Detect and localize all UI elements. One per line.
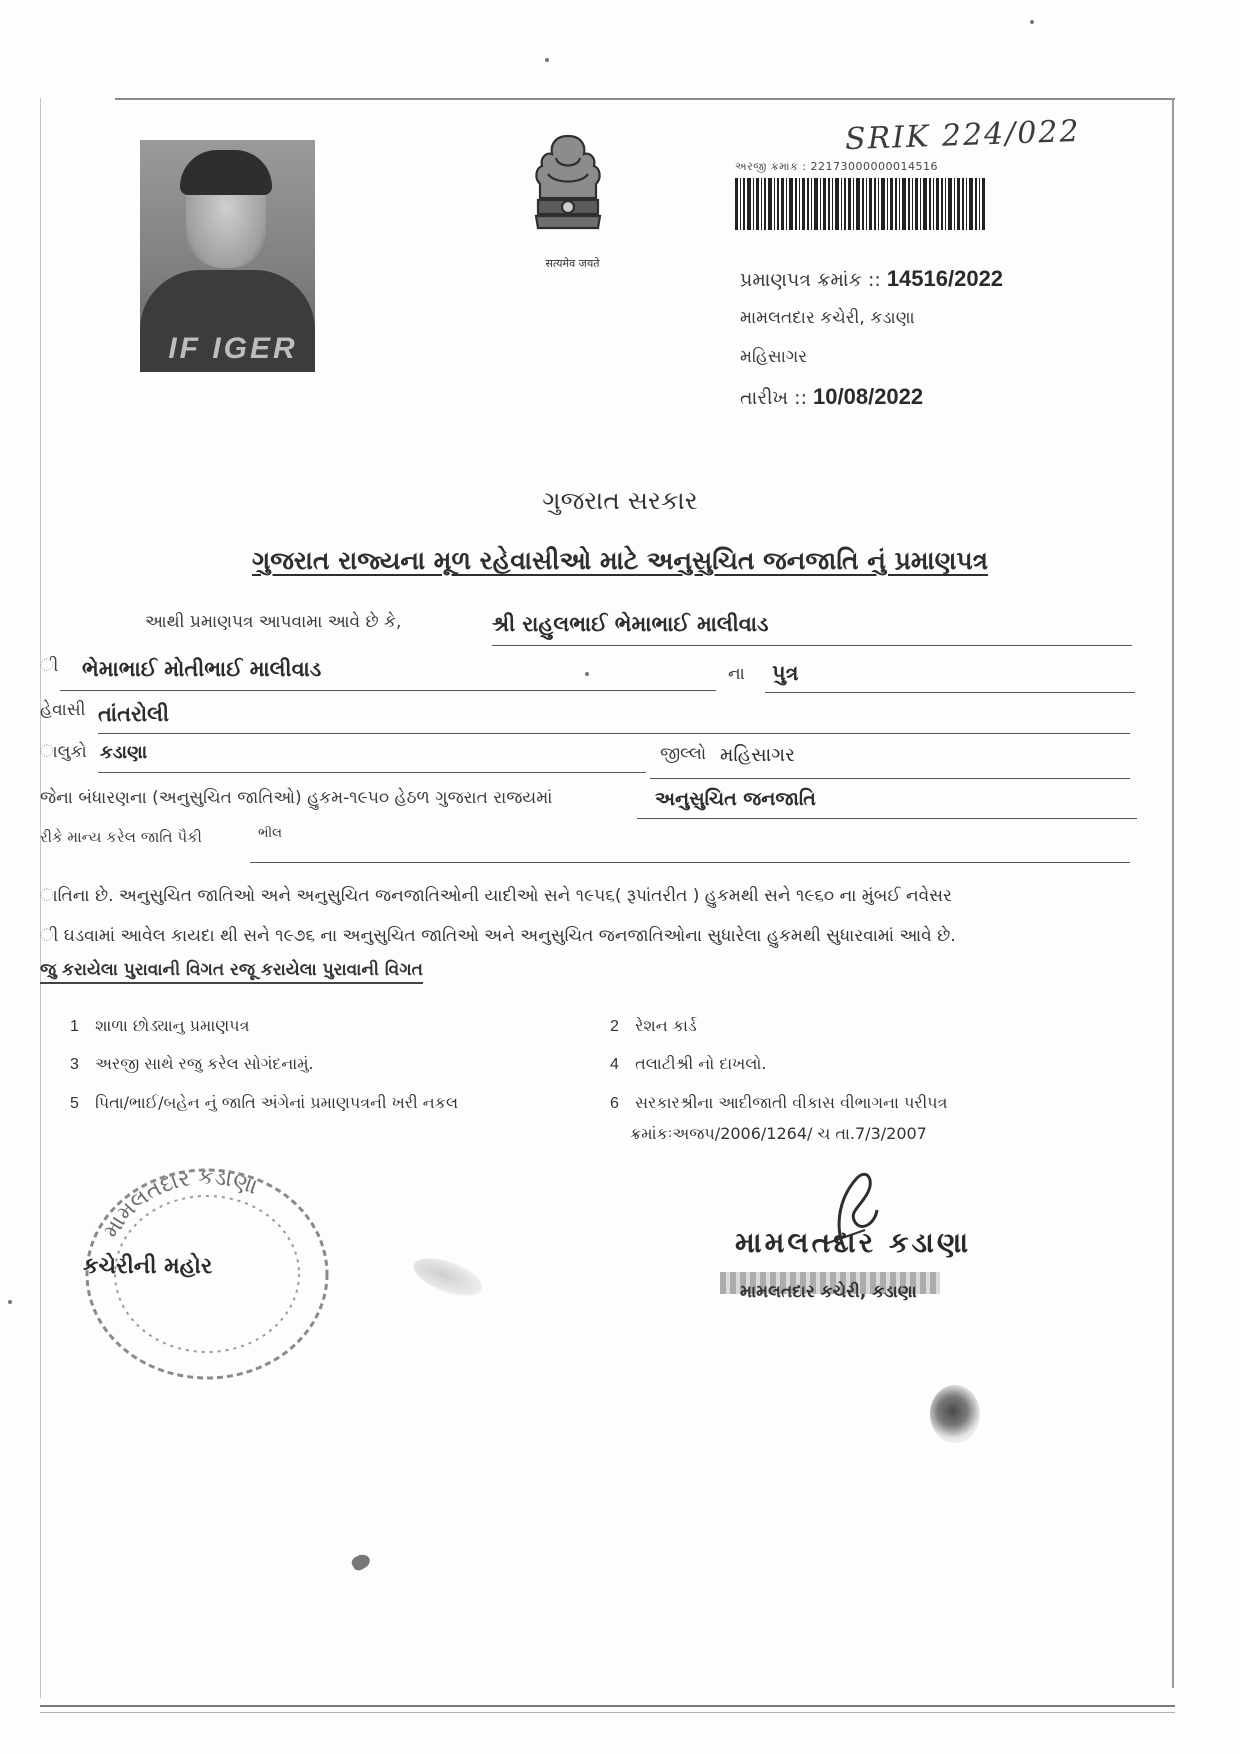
national-emblem-icon: [528, 128, 608, 248]
document-item-number: 5: [70, 1095, 79, 1112]
issue-date-value: 10/08/2022: [813, 384, 924, 409]
application-number: અરજી ક્રમાંક : 22173000000014516: [735, 160, 939, 173]
document-item-text: સરકારશ્રીના આદીજાતી વીકાસ વીભાગના પરીપત્ર: [635, 1093, 948, 1112]
rule-category: [637, 818, 1137, 819]
father-name: ભેમાભાઈ મોતીભાઈ માલીવાડ: [82, 657, 322, 681]
taluka-label: ાલુકો: [40, 742, 87, 762]
issuing-office: મામલતદાર કચેરી, કડાણા: [740, 308, 915, 328]
border-bottom-inner: [40, 1712, 1175, 1713]
document-item-6-reference: ક્રમાંકઃઅજપ/2006/1264/ ચ તા.7/3/2007: [630, 1124, 927, 1143]
certificate-number-label: પ્રમાણપત્ર ક્રમાંક ::: [740, 269, 881, 291]
svg-text:મામલતદાર કડાણા: [99, 1165, 261, 1242]
order-label: જેના બંધારણના (અનુસુચિત જાતિઓ) હુકમ-૧૯૫૦ હેઠળ ગુજરાત રાજયમાં: [40, 788, 553, 808]
scan-speck: [8, 1300, 12, 1304]
document-item-number: 6: [610, 1095, 619, 1112]
emblem-caption: सत्यमेव जयते: [545, 257, 600, 270]
document-item-text: રેશન કાર્ડ: [635, 1016, 697, 1035]
document-item-6: [610, 1093, 947, 1113]
rule-resident: [98, 733, 1130, 734]
document-item-5: [70, 1093, 458, 1113]
document-item-number: 1: [70, 1018, 79, 1035]
document-item-number: 2: [610, 1018, 619, 1035]
scan-speck: [1030, 20, 1034, 24]
rule-father: [60, 690, 716, 691]
rule-name: [492, 645, 1132, 646]
seal-ring-text: મામલતદાર કડાણા: [98, 1164, 261, 1243]
district-value: મહિસાગર: [720, 744, 795, 766]
signatory-office: મામલતદાર કચેરી, કડાણા: [740, 1282, 917, 1302]
scan-speck: [585, 672, 589, 676]
holder-name: શ્રી રાહુલભાઈ ભેમાભાઈ માલીવાડ: [492, 612, 769, 636]
intro-label: આથી પ્રમાણપત્ર આપવામા આવે છે કે,: [145, 612, 402, 632]
government-title: ગુજરાત સરકાર: [542, 486, 698, 515]
father-prefix: ી: [40, 656, 59, 676]
document-item-1: [70, 1016, 249, 1036]
paragraph-line-2: ી ઘડવામાં આવેલ કાયદા થી સને ૧૯૭૬ ના અનુસુચિત જાતિઓ અને અનુસુચિત જનજાતિઓના સુધારેલા હુકમથી સુધારવામાં આવે છે.: [40, 926, 956, 946]
barcode-icon: [735, 178, 985, 230]
relation-value: પુત્ર: [772, 661, 799, 685]
relation-label: ના: [728, 664, 745, 684]
rule-district: [650, 778, 1130, 779]
scan-speck: [545, 58, 549, 62]
certificate-title: ગુજરાત રાજ્યના મૂળ રહેવાસીઓ માટે અનુસુચિત જનજાતિ નું પ્રમાણપત્ર: [251, 546, 988, 575]
category-value: અનુસુચિત જનજાતિ: [655, 788, 816, 810]
paper-stain: [409, 1251, 487, 1304]
photo-shirt-print: IF IGER: [168, 332, 298, 365]
document-item-text: અરજી સાથે રજુ કરેલ સોગંદનામું.: [95, 1054, 314, 1073]
applicant-photo: [140, 140, 315, 372]
paper-stain: [930, 1385, 980, 1443]
certificate-number: [740, 266, 1003, 292]
border-top: [115, 98, 1175, 100]
rule-caste: [250, 862, 1130, 863]
taluka-value: કડાણા: [100, 742, 148, 763]
rule-taluka: [98, 772, 646, 773]
issuing-district: મહિસાગર: [740, 347, 808, 367]
document-item-2: [610, 1016, 697, 1036]
document-item-text: પિતા/ભાઈ/બહેન નું જાતિ અંગેનાં પ્રમાણપત્રની ખરી નકલ: [95, 1093, 459, 1112]
paper-stain: [350, 1551, 373, 1572]
resident-value: તાંતરોલી: [98, 702, 169, 726]
document-item-number: 3: [70, 1056, 79, 1073]
document-item-text: શાળા છોડ્યાનુ પ્રમાણપત્ર: [95, 1016, 250, 1035]
district-label: જીલ્લો: [660, 744, 707, 764]
recognized-label: રીકે માન્ય કરેલ જાતિ પૈકી: [40, 828, 202, 846]
document-item-4: [610, 1054, 767, 1074]
signatory-title: મામલતદાર કડાણા: [735, 1226, 972, 1259]
paragraph-line-1: ાતિના છે. અનુસુચિત જાતિઓ અને અનુસુચિત જનજાતિઓની યાદીઓ સને ૧૯૫૬( રૂપાંતરીત ) હુકમથી સને ૧૯૬૦ ના મુંબઈ નવેસર: [40, 886, 952, 906]
document-item-3: [70, 1054, 314, 1074]
resident-label: હેવાસી: [40, 700, 86, 720]
seal-label: કચેરીની મહોર: [83, 1254, 213, 1279]
document-item-number: 4: [610, 1056, 619, 1073]
handwritten-reference: SRIK 224/022: [844, 113, 1082, 158]
issue-date-label: તારીખ ::: [740, 387, 807, 409]
border-bottom: [40, 1705, 1175, 1707]
documents-title: જુ કરાયેલા પુરાવાની વિગત રજૂ કરાયેલા પુરાવાની વિગત: [40, 960, 423, 984]
certificate-number-value: 14516/2022: [886, 266, 1004, 291]
document-item-text: તલાટીશ્રી નો દાખલો.: [635, 1054, 767, 1073]
photo-hair: [180, 150, 272, 195]
caste-value: ભીલ: [258, 826, 282, 841]
rule-relation: [765, 692, 1135, 693]
issue-date: [740, 384, 923, 410]
border-right: [1172, 98, 1174, 1688]
